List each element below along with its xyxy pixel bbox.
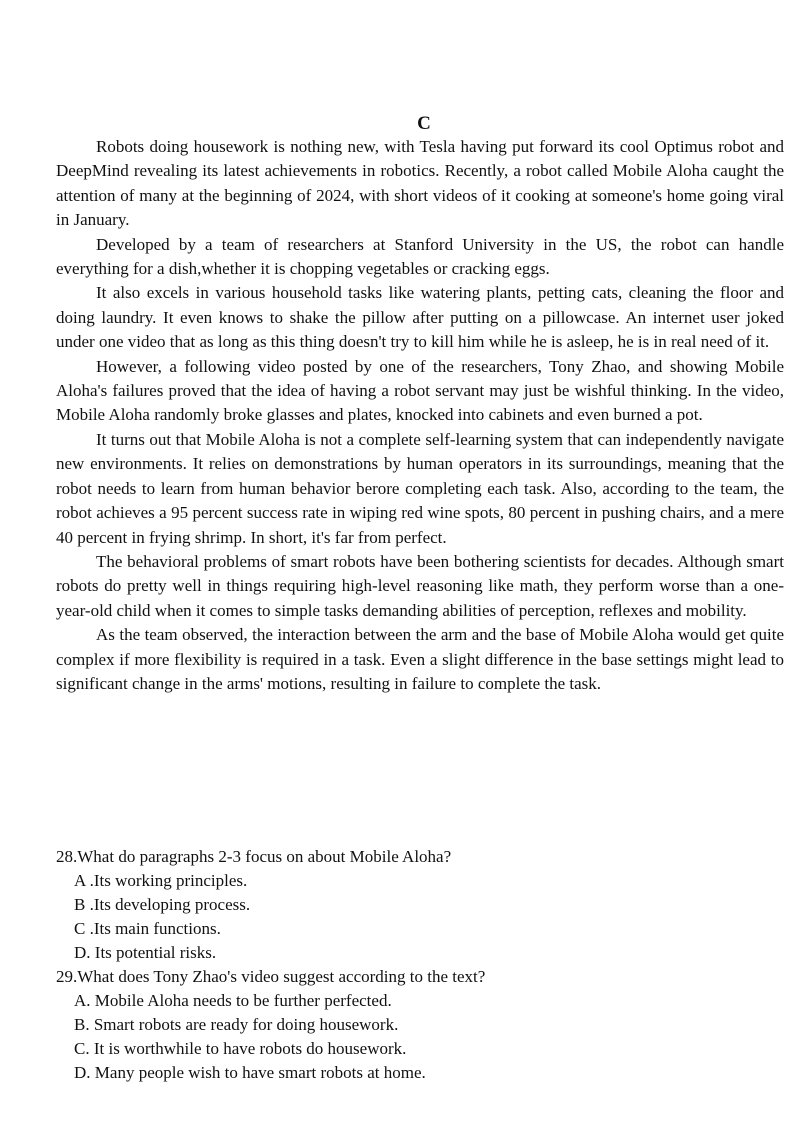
question-stem: 28.What do paragraphs 2-3 focus on about Mobile Aloha?	[56, 847, 452, 866]
question-29	[56, 965, 784, 1085]
paragraph: The behavioral problems of smart robots have been bothering scientists for decades. Although smart robots do pretty well in things requiring high-level reasoning like math, they perform worse than a one-year-old child when it comes to simple tasks demanding abilities of perception, reflexes and mobility.	[56, 551, 784, 620]
paragraph: However, a following video posted by one of the researchers, Tony Zhao, and showing Mobile Aloha's failures proved that the idea of having a robot servant may just be wishful thinking. In the video, Mobile Aloha randomly broke glasses and plates, knocked into cabinets and even burned a pot.	[56, 356, 784, 425]
option-a: A .Its working principles.	[74, 871, 248, 890]
paragraph: It also excels in various household tasks like watering plants, petting cats, cleaning the floor and doing laundry. It even knows to shake the pillow after putting on a pillowcase. An internet user joked under one video that as long as this thing doesn't try to kill him while he is asleep, he is in real need of it.	[56, 283, 784, 352]
question-list	[56, 845, 784, 1085]
reading-passage	[56, 135, 784, 696]
option-b: B. Smart robots are ready for doing housework.	[74, 1015, 399, 1034]
option-d: D. Its potential risks.	[74, 943, 217, 962]
option-b: B .Its developing process.	[74, 895, 251, 914]
option-c: C. It is worthwhile to have robots do housework.	[74, 1039, 407, 1058]
paragraph: Developed by a team of researchers at Stanford University in the US, the robot can handle everything for a dish,whether it is chopping vegetables or cracking eggs.	[56, 234, 784, 279]
paragraph: Robots doing housework is nothing new, with Tesla having put forward its cool Optimus robot and DeepMind revealing its latest achievements in robotics. Recently, a robot called Mobile Aloha caught the attention of many at the beginning of 2024, with short videos of it cooking at someone's home going viral in January.	[56, 137, 784, 230]
option-d: D. Many people wish to have smart robots at home.	[74, 1063, 426, 1082]
paragraph: It turns out that Mobile Aloha is not a complete self-learning system that can independently navigate new environments. It relies on demonstrations by human operators in its surroundings, meaning that the robot needs to learn from human behavior berore completing each task. Also, according to the team, the robot achieves a 95 percent success rate in wiping red wine spots, 80 percent in pushing chairs, and a mere 40 percent in frying shrimp. In short, it's far from perfect.	[56, 429, 784, 547]
section-heading: C	[417, 113, 431, 134]
question-stem: 29.What does Tony Zhao's video suggest according to the text?	[56, 967, 486, 986]
option-c: C .Its main functions.	[74, 919, 221, 938]
question-28	[56, 845, 784, 965]
option-a: A. Mobile Aloha needs to be further perfected.	[74, 991, 392, 1010]
paragraph: As the team observed, the interaction between the arm and the base of Mobile Aloha would get quite complex if more flexibility is required in a task. Even a slight difference in the base settings might lead to significant change in the arms' motions, resulting in failure to complete the task.	[56, 625, 784, 693]
